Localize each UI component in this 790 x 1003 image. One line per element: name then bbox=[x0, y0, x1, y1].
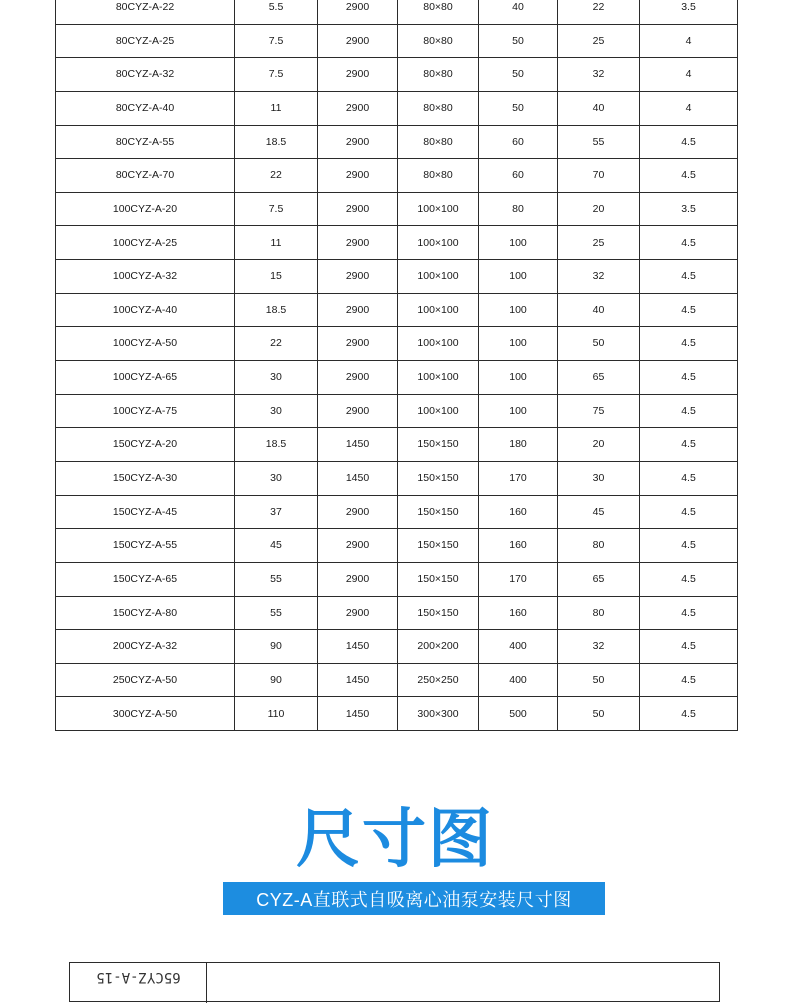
flow-cell: 100 bbox=[479, 226, 558, 260]
flow-cell: 160 bbox=[479, 495, 558, 529]
power-cell: 18.5 bbox=[235, 293, 318, 327]
suction-cell: 4.5 bbox=[640, 125, 738, 159]
banner-text: CYZ-A直联式自吸离心油泵安装尺寸图 bbox=[256, 889, 572, 910]
flow-cell: 500 bbox=[479, 697, 558, 731]
suction-cell: 4.5 bbox=[640, 663, 738, 697]
power-cell: 18.5 bbox=[235, 428, 318, 462]
table-row bbox=[56, 159, 738, 193]
table-row bbox=[56, 697, 738, 731]
table-row bbox=[56, 663, 738, 697]
table-row bbox=[56, 495, 738, 529]
flange-size-cell: 300×300 bbox=[398, 697, 479, 731]
table-row bbox=[56, 125, 738, 159]
power-cell: 90 bbox=[235, 630, 318, 664]
flange-size-cell: 150×150 bbox=[398, 596, 479, 630]
speed-cell: 1450 bbox=[318, 428, 398, 462]
suction-cell: 4.5 bbox=[640, 529, 738, 563]
table-row bbox=[56, 596, 738, 630]
power-cell: 30 bbox=[235, 461, 318, 495]
head-cell: 30 bbox=[558, 461, 640, 495]
model-cell: 80CYZ-A-22 bbox=[56, 0, 235, 24]
head-cell: 50 bbox=[558, 697, 640, 731]
power-cell: 22 bbox=[235, 327, 318, 361]
drawing-label: 65CYZ-A-15 bbox=[96, 969, 181, 985]
flow-cell: 400 bbox=[479, 663, 558, 697]
suction-cell: 4.5 bbox=[640, 596, 738, 630]
drawing-label-cell bbox=[70, 963, 207, 1003]
flow-cell: 100 bbox=[479, 361, 558, 395]
flange-size-cell: 80×80 bbox=[398, 0, 479, 24]
flow-cell: 60 bbox=[479, 159, 558, 193]
flange-size-cell: 150×150 bbox=[398, 428, 479, 462]
power-cell: 7.5 bbox=[235, 58, 318, 92]
suction-cell: 4.5 bbox=[640, 562, 738, 596]
spec-table-body bbox=[56, 0, 738, 731]
section-banner bbox=[223, 882, 605, 915]
head-cell: 65 bbox=[558, 361, 640, 395]
flange-size-cell: 100×100 bbox=[398, 293, 479, 327]
flow-cell: 80 bbox=[479, 192, 558, 226]
speed-cell: 2900 bbox=[318, 58, 398, 92]
head-cell: 32 bbox=[558, 260, 640, 294]
suction-cell: 4.5 bbox=[640, 260, 738, 294]
flow-cell: 400 bbox=[479, 630, 558, 664]
power-cell: 30 bbox=[235, 361, 318, 395]
flange-size-cell: 80×80 bbox=[398, 24, 479, 58]
speed-cell: 1450 bbox=[318, 697, 398, 731]
power-cell: 22 bbox=[235, 159, 318, 193]
flow-cell: 160 bbox=[479, 596, 558, 630]
flange-size-cell: 80×80 bbox=[398, 58, 479, 92]
model-cell: 150CYZ-A-30 bbox=[56, 461, 235, 495]
head-cell: 70 bbox=[558, 159, 640, 193]
flange-size-cell: 80×80 bbox=[398, 91, 479, 125]
flow-cell: 50 bbox=[479, 24, 558, 58]
dimension-drawing-frame bbox=[69, 962, 720, 1002]
flow-cell: 100 bbox=[479, 260, 558, 294]
model-cell: 150CYZ-A-65 bbox=[56, 562, 235, 596]
speed-cell: 1450 bbox=[318, 663, 398, 697]
suction-cell: 4.5 bbox=[640, 159, 738, 193]
suction-cell: 3.5 bbox=[640, 192, 738, 226]
speed-cell: 2900 bbox=[318, 159, 398, 193]
flow-cell: 100 bbox=[479, 394, 558, 428]
power-cell: 55 bbox=[235, 562, 318, 596]
suction-cell: 4.5 bbox=[640, 226, 738, 260]
suction-cell: 4 bbox=[640, 58, 738, 92]
power-cell: 7.5 bbox=[235, 192, 318, 226]
power-cell: 5.5 bbox=[235, 0, 318, 24]
suction-cell: 4.5 bbox=[640, 428, 738, 462]
flange-size-cell: 100×100 bbox=[398, 226, 479, 260]
flow-cell: 50 bbox=[479, 58, 558, 92]
speed-cell: 2900 bbox=[318, 260, 398, 294]
table-row bbox=[56, 428, 738, 462]
speed-cell: 2900 bbox=[318, 562, 398, 596]
model-cell: 150CYZ-A-45 bbox=[56, 495, 235, 529]
table-row bbox=[56, 630, 738, 664]
head-cell: 32 bbox=[558, 630, 640, 664]
model-cell: 80CYZ-A-70 bbox=[56, 159, 235, 193]
table-row bbox=[56, 327, 738, 361]
model-cell: 100CYZ-A-50 bbox=[56, 327, 235, 361]
head-cell: 25 bbox=[558, 226, 640, 260]
flange-size-cell: 80×80 bbox=[398, 159, 479, 193]
model-cell: 150CYZ-A-55 bbox=[56, 529, 235, 563]
table-row bbox=[56, 58, 738, 92]
model-cell: 250CYZ-A-50 bbox=[56, 663, 235, 697]
suction-cell: 4.5 bbox=[640, 327, 738, 361]
head-cell: 20 bbox=[558, 192, 640, 226]
table-row bbox=[56, 529, 738, 563]
speed-cell: 2900 bbox=[318, 293, 398, 327]
model-cell: 200CYZ-A-32 bbox=[56, 630, 235, 664]
section-title: 尺寸图 bbox=[296, 803, 494, 877]
flange-size-cell: 150×150 bbox=[398, 461, 479, 495]
power-cell: 45 bbox=[235, 529, 318, 563]
speed-cell: 2900 bbox=[318, 125, 398, 159]
model-cell: 100CYZ-A-65 bbox=[56, 361, 235, 395]
suction-cell: 4.5 bbox=[640, 630, 738, 664]
speed-cell: 2900 bbox=[318, 495, 398, 529]
suction-cell: 4.5 bbox=[640, 394, 738, 428]
flange-size-cell: 100×100 bbox=[398, 327, 479, 361]
flange-size-cell: 100×100 bbox=[398, 394, 479, 428]
speed-cell: 1450 bbox=[318, 461, 398, 495]
speed-cell: 2900 bbox=[318, 24, 398, 58]
flange-size-cell: 150×150 bbox=[398, 562, 479, 596]
suction-cell: 4.5 bbox=[640, 293, 738, 327]
model-cell: 150CYZ-A-20 bbox=[56, 428, 235, 462]
suction-cell: 4 bbox=[640, 24, 738, 58]
head-cell: 65 bbox=[558, 562, 640, 596]
model-cell: 80CYZ-A-40 bbox=[56, 91, 235, 125]
table-row bbox=[56, 361, 738, 395]
speed-cell: 2900 bbox=[318, 361, 398, 395]
model-cell: 80CYZ-A-55 bbox=[56, 125, 235, 159]
flange-size-cell: 150×150 bbox=[398, 495, 479, 529]
flow-cell: 50 bbox=[479, 91, 558, 125]
table-row bbox=[56, 260, 738, 294]
head-cell: 80 bbox=[558, 529, 640, 563]
flange-size-cell: 100×100 bbox=[398, 192, 479, 226]
power-cell: 7.5 bbox=[235, 24, 318, 58]
power-cell: 90 bbox=[235, 663, 318, 697]
suction-cell: 4.5 bbox=[640, 461, 738, 495]
power-cell: 11 bbox=[235, 91, 318, 125]
flange-size-cell: 150×150 bbox=[398, 529, 479, 563]
power-cell: 15 bbox=[235, 260, 318, 294]
model-cell: 100CYZ-A-25 bbox=[56, 226, 235, 260]
table-row bbox=[56, 293, 738, 327]
model-cell: 100CYZ-A-32 bbox=[56, 260, 235, 294]
head-cell: 40 bbox=[558, 293, 640, 327]
speed-cell: 2900 bbox=[318, 91, 398, 125]
speed-cell: 2900 bbox=[318, 529, 398, 563]
table-row bbox=[56, 562, 738, 596]
head-cell: 20 bbox=[558, 428, 640, 462]
model-cell: 80CYZ-A-32 bbox=[56, 58, 235, 92]
table-row bbox=[56, 0, 738, 24]
table-row bbox=[56, 24, 738, 58]
power-cell: 30 bbox=[235, 394, 318, 428]
table-row bbox=[56, 192, 738, 226]
speed-cell: 2900 bbox=[318, 192, 398, 226]
speed-cell: 2900 bbox=[318, 596, 398, 630]
power-cell: 110 bbox=[235, 697, 318, 731]
power-cell: 18.5 bbox=[235, 125, 318, 159]
model-cell: 150CYZ-A-80 bbox=[56, 596, 235, 630]
head-cell: 55 bbox=[558, 125, 640, 159]
speed-cell: 2900 bbox=[318, 226, 398, 260]
table-row bbox=[56, 226, 738, 260]
flow-cell: 160 bbox=[479, 529, 558, 563]
model-cell: 100CYZ-A-20 bbox=[56, 192, 235, 226]
table-row bbox=[56, 461, 738, 495]
flow-cell: 100 bbox=[479, 293, 558, 327]
head-cell: 50 bbox=[558, 663, 640, 697]
suction-cell: 4.5 bbox=[640, 361, 738, 395]
suction-cell: 4.5 bbox=[640, 495, 738, 529]
pump-spec-table bbox=[55, 0, 738, 731]
power-cell: 55 bbox=[235, 596, 318, 630]
flange-size-cell: 200×200 bbox=[398, 630, 479, 664]
flange-size-cell: 250×250 bbox=[398, 663, 479, 697]
table-row bbox=[56, 394, 738, 428]
model-cell: 100CYZ-A-75 bbox=[56, 394, 235, 428]
suction-cell: 4 bbox=[640, 91, 738, 125]
flow-cell: 100 bbox=[479, 327, 558, 361]
speed-cell: 2900 bbox=[318, 327, 398, 361]
power-cell: 11 bbox=[235, 226, 318, 260]
flow-cell: 60 bbox=[479, 125, 558, 159]
head-cell: 50 bbox=[558, 327, 640, 361]
speed-cell: 1450 bbox=[318, 630, 398, 664]
flange-size-cell: 80×80 bbox=[398, 125, 479, 159]
flange-size-cell: 100×100 bbox=[398, 361, 479, 395]
table-row bbox=[56, 91, 738, 125]
head-cell: 22 bbox=[558, 0, 640, 24]
head-cell: 25 bbox=[558, 24, 640, 58]
flow-cell: 40 bbox=[479, 0, 558, 24]
model-cell: 300CYZ-A-50 bbox=[56, 697, 235, 731]
head-cell: 40 bbox=[558, 91, 640, 125]
flange-size-cell: 100×100 bbox=[398, 260, 479, 294]
model-cell: 80CYZ-A-25 bbox=[56, 24, 235, 58]
power-cell: 37 bbox=[235, 495, 318, 529]
head-cell: 45 bbox=[558, 495, 640, 529]
head-cell: 75 bbox=[558, 394, 640, 428]
speed-cell: 2900 bbox=[318, 0, 398, 24]
head-cell: 32 bbox=[558, 58, 640, 92]
speed-cell: 2900 bbox=[318, 394, 398, 428]
model-cell: 100CYZ-A-40 bbox=[56, 293, 235, 327]
flow-cell: 180 bbox=[479, 428, 558, 462]
flow-cell: 170 bbox=[479, 461, 558, 495]
suction-cell: 4.5 bbox=[640, 697, 738, 731]
flow-cell: 170 bbox=[479, 562, 558, 596]
head-cell: 80 bbox=[558, 596, 640, 630]
suction-cell: 3.5 bbox=[640, 0, 738, 24]
